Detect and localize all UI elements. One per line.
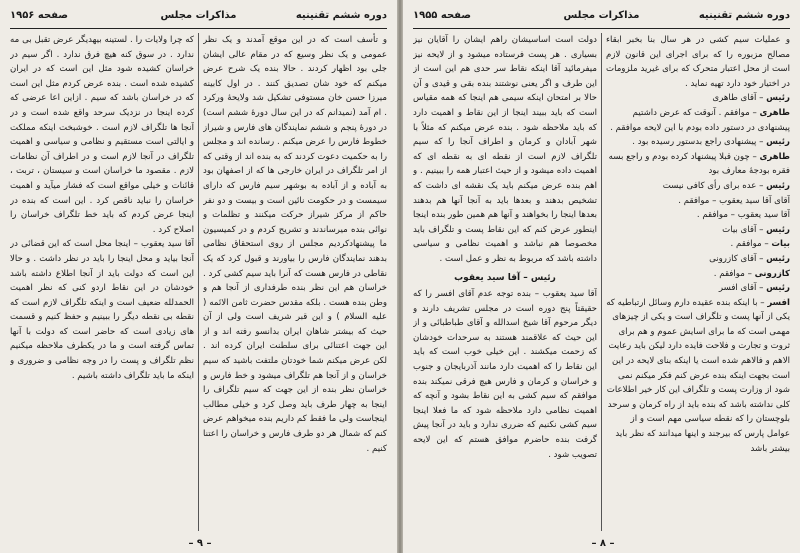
speech-line: [606, 252, 790, 267]
right-page-header: [413, 6, 790, 28]
speaker-name: بیات: [771, 239, 790, 250]
speaker-name: رئیس: [766, 224, 790, 235]
speech-text: آقای آقا سید یعقوب – موافقم .: [678, 195, 790, 206]
speaker-name: افسر: [767, 297, 790, 308]
speaker-name: کازرونی: [754, 268, 790, 279]
running-title: مذاکرات مجلس: [563, 10, 640, 21]
column-divider: [601, 33, 602, 531]
paragraph: دولت است اساسیشان راهم ایشان را آقایان نیز بسیاری . هر پست فرستاده میشود و از لایحه نیز میفرمائید آقا اینکه نقاط سر حدی هم این است از این طرف و اگر یعنی نوشتند بنده بقی و قیدی و آن حالا بر امتحان اینکه سیمی هم اینجا که همه مقیاس است که باید ببیند اینجا از این نقاط و اهمیت دارد که باید ملاحظه شود . بنده عرض میکنم که مثلاً با شهر آبادان و کرمان و اطراف آنجا را که سیم تلگراف لازم است از نقطه ای به نقطه ای که اهمیت داده میشود و از حیث اعتبار همه را ببینیم . و اهم بنده عرض میکنم باید یک نقشه ای داشت که تشخیص بدهند و بعدها باید به آنجا آنها هم بدهند بعدها اینجا را بخواهند و آنها هم همین طور بنده اینجا اینطور عرض کنم که این نقاط پست و تلگراف باید مخصوصا هم نباشد و اهمیت نظامی و سیاسی داشته باشد که مربوط به نظر و عمل است .: [413, 35, 597, 264]
speech-text: – عده برای رأی کافی نیست: [662, 180, 764, 191]
speech-line: [606, 106, 790, 135]
left-page-column-left: [10, 33, 194, 531]
speaker-name: رئیس: [766, 93, 790, 104]
page-number-label: صفحه ۱۹۵۶: [10, 10, 69, 21]
running-title: مذاکرات مجلس: [160, 10, 237, 21]
speech-line: [606, 135, 790, 150]
session-label: دوره ششم تقنینیه: [295, 10, 387, 21]
speech-line: [606, 223, 790, 238]
speech-line: [606, 194, 790, 209]
speech-text: – آقای بیات: [722, 224, 764, 235]
header-rule: [413, 28, 790, 29]
speech-line: [606, 208, 790, 223]
left-page-column-right: [203, 33, 387, 531]
speech-line: [606, 150, 790, 179]
speech-text: – چون قبلا پیشنهاد کرده بودم و راجع بسه فقره بودجهٔ معارف بود: [608, 151, 790, 177]
header-rule: [10, 28, 387, 29]
speaker-name: طاهری: [759, 151, 790, 162]
speech-text: – آقای طاهری: [712, 93, 764, 104]
speaker-name: رئیس: [766, 283, 790, 294]
speech-line: [606, 267, 790, 282]
right-page-column-left: [413, 33, 597, 531]
speech-line: [606, 281, 790, 296]
speech-line: [606, 296, 790, 457]
folio-number: – ۹ –: [188, 538, 212, 549]
speech-text: – پیشنهادی راجع بدستور رسیده بود .: [632, 137, 764, 148]
speech-text: – موافقم . آنوقت که عرض داشتیم پیشنهادی در دستور داده بودم با این لایحه موافقم .: [610, 107, 790, 133]
speech-text: – موافقم .: [713, 268, 752, 279]
speaker-name: طاهری: [759, 107, 790, 118]
speech-line: [606, 179, 790, 194]
speaker-name: رئیس: [766, 180, 790, 191]
speech-line: [606, 237, 790, 252]
right-page-column-right: [606, 33, 790, 531]
paragraph: و تأسف است که در این موقع آمدند و یک نظر عمومی و یک نظر وسیع که در مقام عالی ایشان جلی بود اظهار کردند . حالا بنده یک شرح عرض میکنم که خود شان تصدیق کنند . در اول کابینه میرزا حسن خان مستوفی تشکیل شد ولایحهٔ ورکرد . ام آمد (نمیدانم که در این سال دورهٔ ششم است) در دورهٔ پنجم و ششم نمایندگان های فارس و شیراز خطوط فارس را عرض میکنم . رسانده اند و مجلس را به حکمیت دعوت کردند که به بنده اند از وقتی که از امر تلگراف در ایران خارجی ها که از اصفهان بود به آباده و از آباده به بوشهر سیم فارس که دارای سیمست و در حکومت نائین است و بیست و دو نفر حاکم از مرکز شیراز حرکت میکنند و تظلمات و نوائی بنده میرساندند و تشریح کردم و در کمیسیون ما پیشنهادکردیم مجلس از روی استحقاق نظامی بدهند نمایندگان فارس را بیاورند و قبول کرد که یک نقاطی در فارس هست که آنرا باید سیم کشی کرد . خراسان هم این نظر بنده طرفداری از آنجا هم و وطن بنده هست . بلکه مقدس حضرت ثامن الائمه ( علیه السلام ) و این قبر شریف است ولی از آن حیث که بیشتر شاهان ایران بدانسو رفته اند و از این جهت اعتنائی برای سلطنت ایران کرده اند . لکن عرض میکنم شما خودتان ملتفت باشید که سیم خراسان و از آنجا هم تلگراف میشود و خط فارس و خراسان نظر بنده از این جهت که سیم تلگراف را اینجا به چهار طرف باید وصل کرد و خیلی مطالب اینجاست ولی ما فقط کم داریم بنده میخواهم عرض کنم که شمال هر دو طرف فارس و خراسان را اعتنا کنیم .: [203, 35, 387, 454]
speech-text: – آقای کازرونی: [709, 253, 764, 264]
speech-text: – با اینکه بنده عقیده دارم وسائل ارتباطیه که یکی از آنها پست و تلگراف است و یکی از چیزهای مهمی است که ما برای اسایش عموم و هم برای ثروت و تجارت و فلاحت فایده دارد لیکن باید رعایت الاهم و فالاهم شده است یا اینکه بنای لایحه در این است بجهت اینکه بنده عرض کنم فکر میکنم نمی شود از وزارت پست و تلگراف این کار خیر اطلاعات کلی نداشته باشد که بنده باید از راه کرمان و سرحد بلوچستان را که نقطه سیاسی مهم است و از عوامل پارس که بیرجند و اینها میدانند که نظر باید بیشتر باشد: [606, 297, 790, 454]
page-number-label: صفحه ۱۹۵۵: [413, 10, 472, 21]
speech-text: – موافقم .: [730, 239, 769, 250]
speaker-heading: رئیس – آقا سید یعقوب: [454, 272, 556, 283]
left-page: [0, 0, 397, 553]
paragraph: آقا سید یعقوب – اینجا محل است که این قضائی در آنجا بیاید و محل اینجا را باید در نظر داشت . و حالا این است که دولت باید از آنجا اطلاع داشته باشد خودشان در این نقاط اردو کنی که نظر اهمیت الحمدلله ضعیف است و اینکه تلگراف لازم است که نقطه بی نقطه دیگر را ببینیم و حفظ کنیم و قسمت های زیادی است که حاضر است که دولت با آنها تماس گرفته است و ما در یکطرف ملاحظه میکنیم نظم تلگراف و پست را در وجه نظامی و ضروری و اینکه ما باید تلگراف داشته باشیم .: [10, 239, 194, 381]
speaker-name: رئیس: [766, 137, 790, 148]
left-page-header: [10, 6, 387, 28]
column-divider: [198, 33, 199, 531]
paragraph: که چرا ولایات را . لستینه بیهدیگر عرض تقبل بی مه ندارد . در سوق کنه هیچ فرق ندارد . اگر سیم در خراسان کشیده شود مثل این است که در ایران کشیده شده است . بنده عرض کردم مثل این است که در خراسان باشد که سیم . ازاین اعا عرضی که کرده اینجا در نزدیک سرحد واقع شده است و در آنجا ها تلگراف لازم است . خوشبخت اینکه مملکت و ایالتی است مستقیم و نظامی و سیاسی و اهمیت تلگراف در آنجا لازم است و در اطراف آن نظامات لازم . مقصود ما خراسان است و سیستان ، تربت ، قائنات و خیلی مواقع است که فشار میآید و اهمیت خراسان را نباید ناقص کرد . این است که بنده در اینجا عرض کردم که باید خط تلگراف خراسان را اصلاح کرد .: [10, 35, 194, 235]
paragraph: و عملیات سیم کشی در هر سال بنا بخبر ابقاء مصالح مزبوره را که برای اجرای این قانون لازم است از محل اعتبار متحرک که برای غیرید ملزومات در اختیار خود دارد تهیه نماید .: [606, 35, 790, 89]
speech-line: [606, 91, 790, 106]
speaker-name: رئیس: [766, 253, 790, 264]
speech-text: آقا سید یعقوب – موافقم .: [696, 210, 790, 221]
speech-text: – آقای افسر: [718, 283, 764, 294]
paragraph: آقا سید یعقوب – بنده توجه عدم آقای افسر را که حقیقتاً پنج دوره است در مجلس تشریف دارند و دیگر مرحوم آقا شیخ اسدالله و آقای طباطبائی و از این حیث که علاقمند هستند به سرحدات خودشان که زحمت میکشند . این خیلی خوب است که باید این نقاط را که اهمیت دارد مانند آذربایجان و جنوب و خراسان و کرمان و فارس هیچ فرقی نمیکند بنده موافقم که سیم کشی به این نقاط بشود و آنچه که اهمیت نظامی دارد ملاحظه شود که ما فعلا اینجا سیم کشی نکنیم که ضرری ندارد و باید در آنجا پیش گرفت بنده حاضرم موافق هستم که این لایحه تصویب شود .: [413, 289, 597, 460]
folio-number: – ۸ –: [591, 538, 615, 549]
session-label: دوره ششم تقنینیه: [698, 10, 790, 21]
right-page: [403, 0, 800, 553]
